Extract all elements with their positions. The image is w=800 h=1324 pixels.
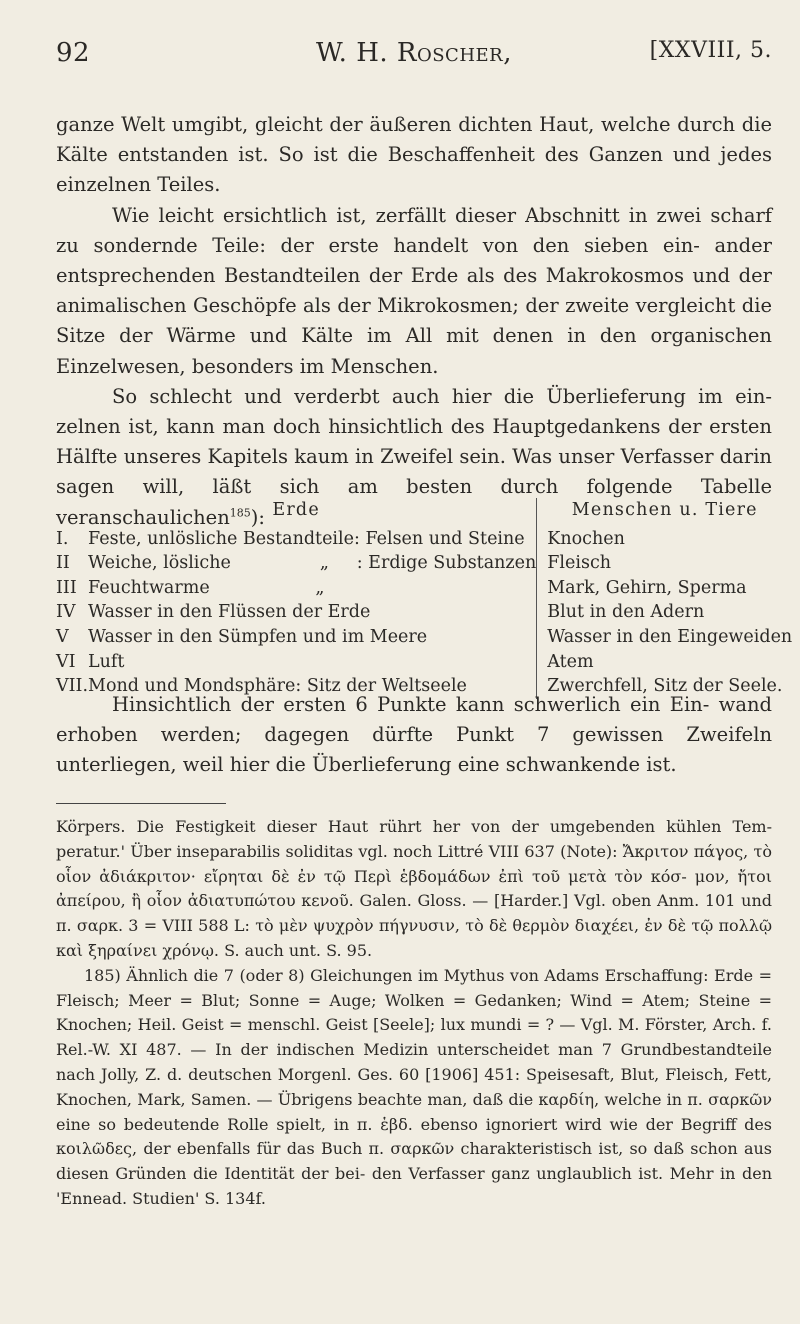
table-row — [56, 527, 792, 552]
earth-cell: Feste, unlösliche Bestandteile: Felsen und Steine — [88, 527, 537, 552]
row-number: VII. — [56, 676, 89, 697]
running-header — [56, 38, 772, 78]
earth-cell: Luft — [88, 650, 537, 675]
earth-cell: Wasser in den Sümpfen und im Meere — [88, 625, 537, 650]
body-cell: Fleisch — [547, 553, 612, 574]
body-cell: Wasser in den Eingeweiden — [547, 626, 793, 647]
table-row — [56, 600, 792, 625]
section-reference: [XXVIII, 5. — [649, 38, 772, 63]
column-header-earth: Erde — [56, 498, 537, 527]
row-number: IV — [56, 602, 76, 623]
paragraph: Hinsichtlich der ersten 6 Punkte kann schwerlich ein Ein- wand erhoben werden; dagegen dürfte Punkt 7 gewissen Zweifeln unterliegen, weil hier die Überlieferung eine schwankende ist. — [56, 693, 772, 777]
table-row — [56, 551, 792, 576]
paragraph-text: So schlecht und verderbt auch hier die Überlieferung im ein- zelnen ist, kann man doch hinsichtlich des Hauptgedankens der ersten Hälfte unseres Kapitels kaum in Zweifel sein. Was unser Verfasser darin sagen will, läßt sich am besten durch folgende Tabelle veranschaulichen — [56, 384, 772, 529]
earth-cell: Mond und Mondsphäre: Sitz der Weltseele — [88, 674, 537, 699]
running-author: W. H. Roscher, — [315, 38, 512, 68]
body-cell: Zwerchfell, Sitz der Seele. — [547, 676, 783, 697]
earth-cell: Feuchtwarme „ — [88, 576, 537, 601]
correspondence-table — [56, 498, 792, 699]
body-cell: Knochen — [547, 528, 625, 549]
paragraph: Wie leicht ersichtlich ist, zerfällt dieser Abschnitt in zwei scharf zu sondernde Teile: der erste handelt von den sieben ein- ander entsprechenden Bestandteilen der Erde als des Makrokosmos und der animalischen Geschöpfe als der Mikrokosmen; der zweite vergleicht die Sitze der Wärme und Kälte im All mit denen in den organischen Einzelwesen, besonders im Menschen. — [56, 203, 772, 378]
row-number: III — [56, 577, 77, 598]
main-text — [56, 110, 772, 533]
body-cell: Blut in den Adern — [547, 602, 705, 623]
footnote-185: 185) Ähnlich die 7 (oder 8) Gleichungen im Mythus von Adams Erschaffung: Erde = Fleisch; Meer = Blut; Sonne = Auge; Wolken = Gedanken; Wind = Atem; Steine = Knochen; Heil. Geist = menschl. Geist [Seele]; lux mundi = ? — Vgl. M. Förster, Arch. f. Rel.-W. XI 487. — In der indischen Medizin unterscheidet man 7 Grundbestandteile nach Jolly, Z. d. deutschen Morgenl. Ges. 60 [1906] 451: Speisesaft, Blut, Fleisch, Fett, Knochen, Mark, Samen. — Übrigens beachte man, daß die καρδίη, welche in π. σαρκῶν eine so bedeutende Rolle spielt, in π. ἑβδ. ebenso ignoriert wird wie der Begriff des κοιλῶδες, der ebenfalls für das Buch π. σαρκῶν charakteristisch ist, so daß schon aus diesen Gründen die Identität der bei- den Verfasser ganz unglaublich ist. Mehr in den 'Ennead. Studien' S. 134f. — [56, 965, 772, 1208]
row-number: V — [56, 626, 69, 647]
footnote-continuation: Körpers. Die Festigkeit dieser Haut rührt her von der umgebenden kühlen Tem- peratur.' Über inseparabilis soliditas vgl. noch Littré VIII 637 (Note): Ἄκριτον πάγος, τὸ οἷον ἀδιάκριτον· εἴρηται δὲ ἐν τῷ Περὶ ἑβδομάδων ἐπὶ τοῦ μετὰ τὸν κόσ- μον, ἤτοι ἀπείρου, ἢ οἷον ἀδιατυπώτου κενοῦ. Galen. Gloss. — [Harder.] Vgl. oben Anm. 101 und π. σαρκ. 3 = VIII 588 L: τὸ μὲν ψυχρὸν πήγνυσιν, τὸ δὲ θερμὸν διαχέει, ἐν δὲ τῷ πολλῷ καὶ ξηραίνει χρόνῳ. S. auch unt. S. 95. — [56, 817, 772, 960]
earth-cell: Wasser in den Flüssen der Erde — [88, 600, 537, 625]
footnote-divider — [56, 803, 226, 804]
footnote-reference[interactable]: 185 — [229, 506, 251, 520]
earth-cell: Weiche, lösliche „ : Erdige Substanzen — [88, 551, 537, 576]
body-cell: Mark, Gehirn, Sperma — [547, 577, 747, 598]
row-number: II — [56, 553, 70, 574]
footnotes — [56, 815, 772, 1212]
table-row — [56, 625, 792, 650]
row-number: I. — [56, 528, 69, 549]
page-number: 92 — [56, 38, 91, 68]
column-header-humans-animals: Menschen u. Tiere — [571, 500, 758, 520]
paragraph-continuation: ganze Welt umgibt, gleicht der äußeren dichten Haut, welche durch die Kälte entstanden ist. So ist die Beschaffenheit des Ganzen und jedes einzelnen Teiles. — [56, 113, 772, 197]
paragraph-end: ): — [250, 505, 265, 529]
table-row — [56, 650, 792, 675]
body-cell: Atem — [547, 651, 594, 672]
row-number: VI — [56, 651, 76, 672]
table-row — [56, 576, 792, 601]
